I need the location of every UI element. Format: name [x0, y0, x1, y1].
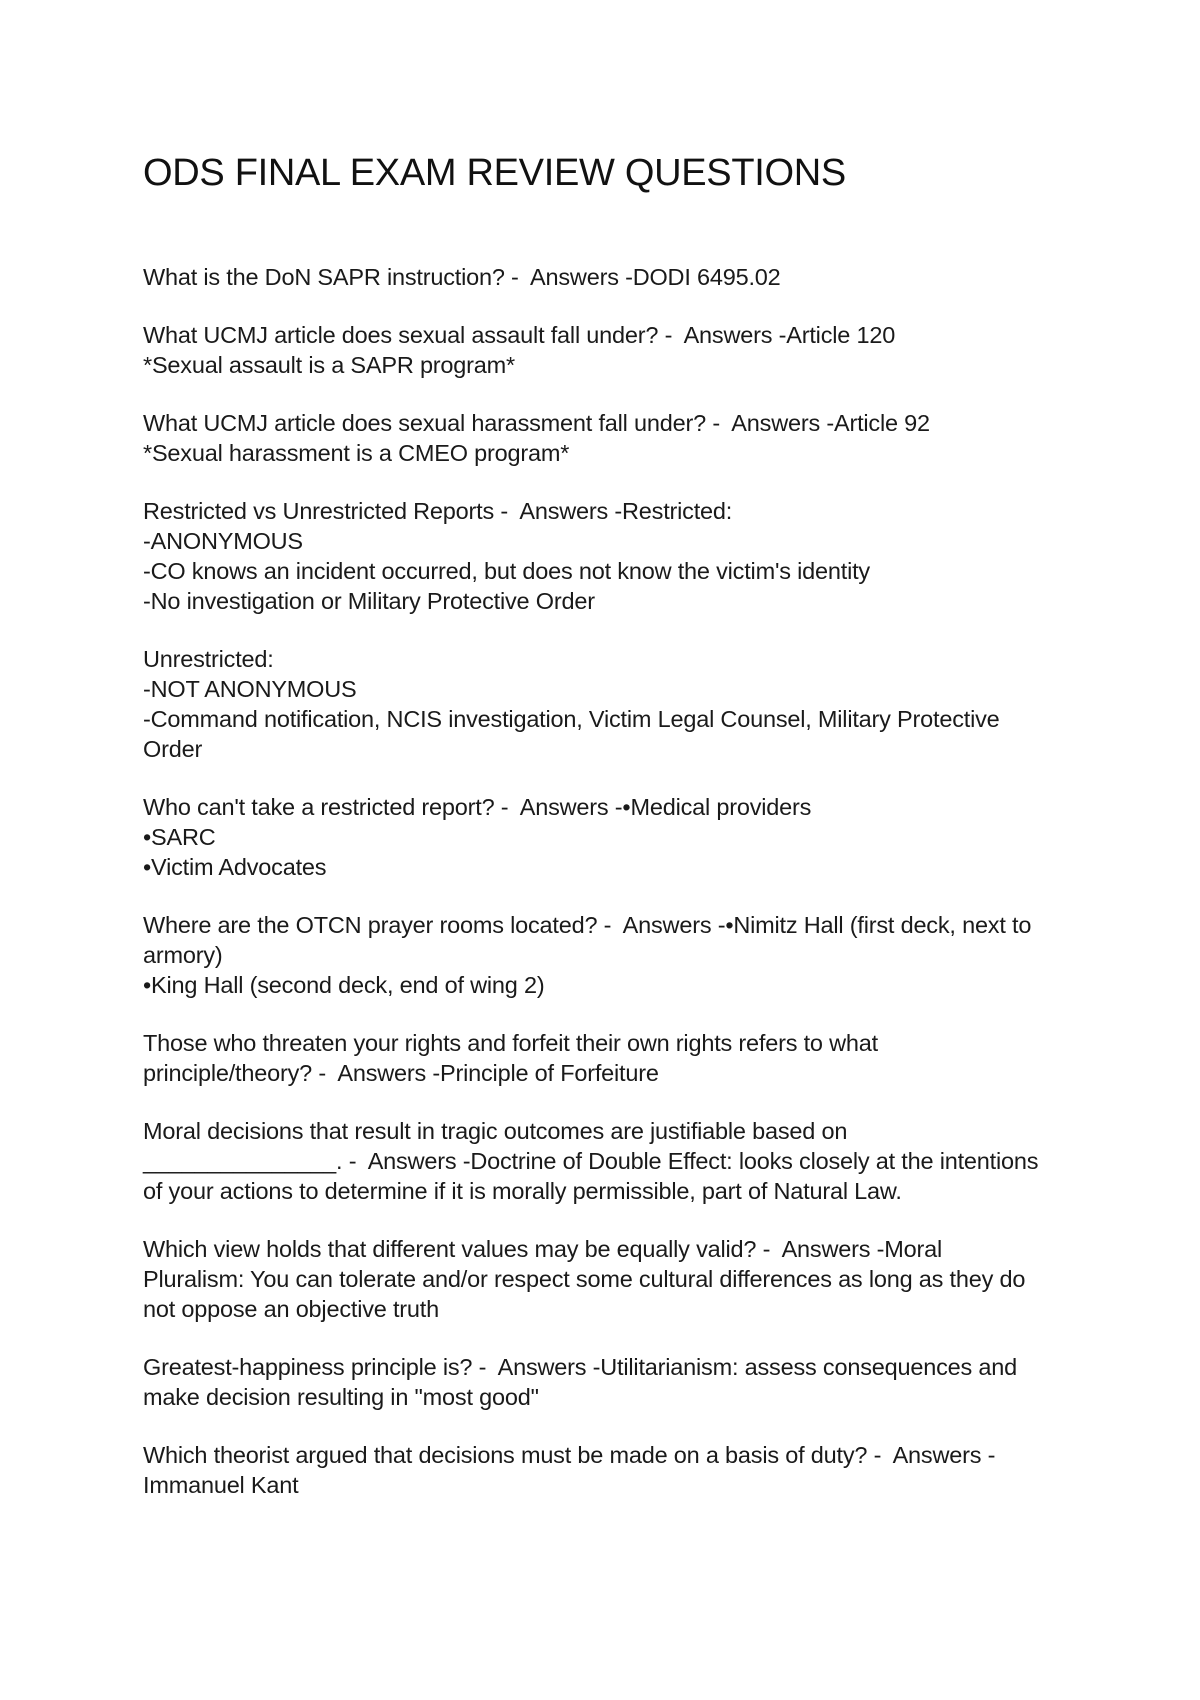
qa-answer-line: -Command notification, NCIS investigation, Victim Legal Counsel, Military Protective	[143, 706, 1000, 732]
qa-answer-line: Pluralism: You can tolerate and/or respect some cultural differences as long as they do	[143, 1266, 1026, 1292]
qa-block	[143, 1234, 1073, 1324]
qa-block	[143, 408, 1073, 468]
qa-answer-line: Immanuel Kant	[143, 1472, 299, 1498]
qa-question-line: Restricted vs Unrestricted Reports - Answers -Restricted:	[143, 498, 733, 524]
qa-answer-line: -NOT ANONYMOUS	[143, 676, 357, 702]
qa-answer-line: Order	[143, 736, 203, 762]
qa-answer-line: •Victim Advocates	[143, 854, 327, 880]
qa-answer-line: of your actions to determine if it is morally permissible, part of Natural Law.	[143, 1178, 902, 1204]
qa-answer-line: •SARC	[143, 824, 216, 850]
qa-question-line: Unrestricted:	[143, 646, 274, 672]
qa-block	[143, 496, 1073, 616]
qa-block	[143, 644, 1073, 764]
qa-answer-line: -No investigation or Military Protective Order	[143, 588, 595, 614]
qa-question-line: Greatest-happiness principle is? - Answers -Utilitarianism: assess consequences and	[143, 1354, 1017, 1380]
qa-question-line: What is the DoN SAPR instruction? - Answers -DODI 6495.02	[143, 264, 781, 290]
qa-block	[143, 1116, 1073, 1206]
qa-question-line: What UCMJ article does sexual harassment fall under? - Answers -Article 92	[143, 410, 930, 436]
qa-question-line: Which view holds that different values may be equally valid? - Answers -Moral	[143, 1236, 943, 1262]
qa-block	[143, 320, 1073, 380]
qa-answer-line: •King Hall (second deck, end of wing 2)	[143, 972, 545, 998]
qa-answer-line: *Sexual harassment is a CMEO program*	[143, 440, 570, 466]
qa-block	[143, 910, 1073, 1000]
qa-answer-line: _______________. - Answers -Doctrine of Double Effect: looks closely at the intentions	[143, 1148, 1039, 1174]
qa-block	[143, 262, 1073, 292]
qa-answer-line: -CO knows an incident occurred, but does not know the victim's identity	[143, 558, 870, 584]
qa-block	[143, 1440, 1073, 1500]
qa-question-line: Which theorist argued that decisions must be made on a basis of duty? - Answers -	[143, 1442, 996, 1468]
qa-answer-line: not oppose an objective truth	[143, 1296, 439, 1322]
page-title: ODS FINAL EXAM REVIEW QUESTIONS	[143, 152, 846, 194]
document-content	[143, 150, 1073, 1528]
qa-answer-line: -ANONYMOUS	[143, 528, 303, 554]
qa-answer-line: armory)	[143, 942, 223, 968]
qa-answer-line: make decision resulting in "most good"	[143, 1384, 539, 1410]
qa-block	[143, 792, 1073, 882]
qa-answer-line: *Sexual assault is a SAPR program*	[143, 352, 515, 378]
qa-list	[143, 262, 1073, 1500]
qa-block	[143, 1028, 1073, 1088]
qa-question-line: Where are the OTCN prayer rooms located? - Answers -•Nimitz Hall (first deck, next to	[143, 912, 1032, 938]
qa-answer-line: principle/theory? - Answers -Principle of Forfeiture	[143, 1060, 659, 1086]
qa-block	[143, 1352, 1073, 1412]
qa-question-line: What UCMJ article does sexual assault fall under? - Answers -Article 120	[143, 322, 896, 348]
qa-question-line: Moral decisions that result in tragic outcomes are justifiable based on	[143, 1118, 848, 1144]
qa-question-line: Who can't take a restricted report? - Answers -•Medical providers	[143, 794, 812, 820]
qa-question-line: Those who threaten your rights and forfeit their own rights refers to what	[143, 1030, 878, 1056]
